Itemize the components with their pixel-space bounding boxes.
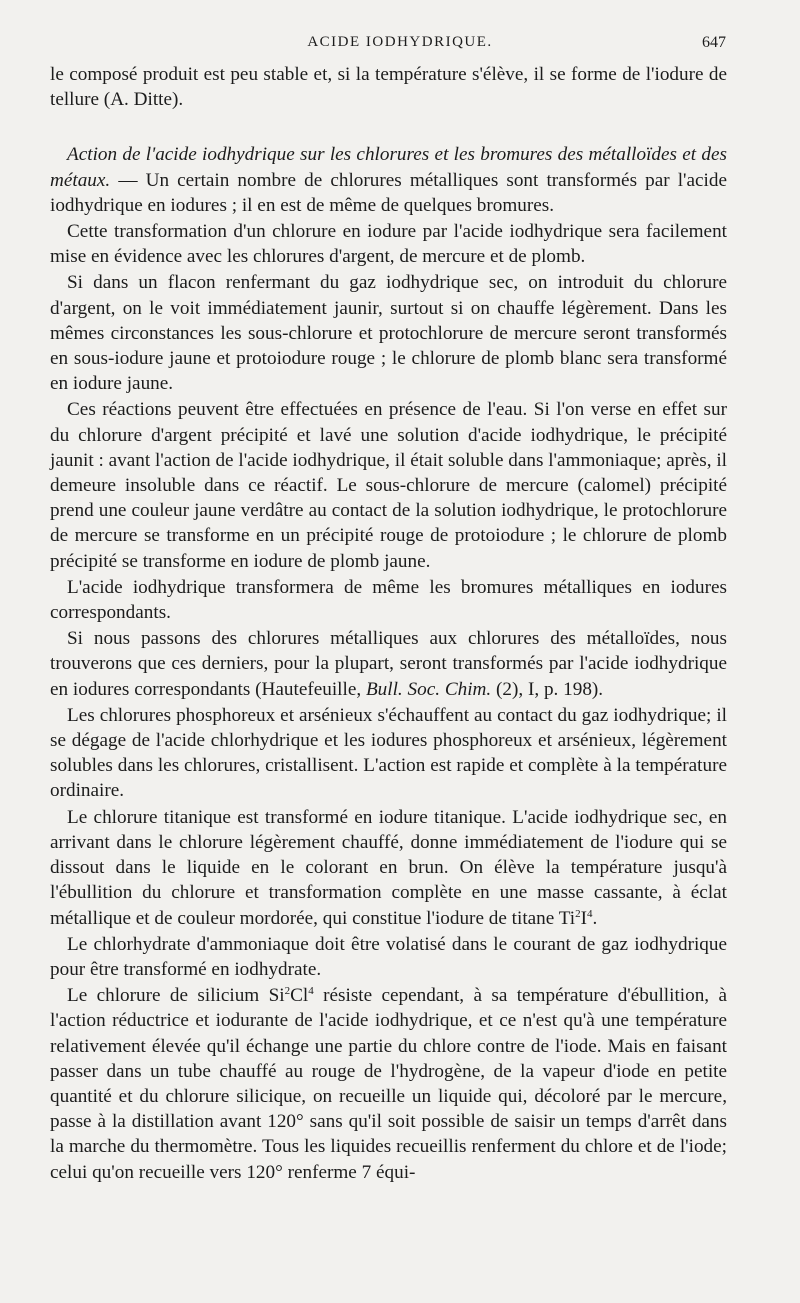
paragraph	[50, 270, 727, 396]
paragraph-text: le composé produit est peu stable et, si la température s'élève, il se forme de l'iodure de tellure (A. Ditte).	[50, 64, 727, 111]
citation-details: (2), I, p. 198).	[491, 678, 604, 700]
paragraph-text: Le chlorhydrate d'ammoniaque doit être volatisé dans le courant de gaz iodhydrique pour être transformé en iodhydrate.	[50, 933, 727, 980]
section-paragraph	[50, 142, 727, 218]
formula-subscript: 2	[284, 985, 291, 998]
paragraph	[50, 626, 727, 702]
paragraph-text: Ces réactions peuvent être effectuées en présence de l'eau. Si l'on verse en effet sur du chlorure d'argent précipité et lavé une solution d'acide iodhydrique, le précipité jaunit : avant l'action de l'acide iodhydrique, il était soluble dans l'ammoniaque; après, il demeure insoluble dans ce réactif. Le sous-chlorure de mercure (calomel) précipité prend une couleur jaune verdâtre au contact de la solution iodhydrique, le protochlorure de mercure se transforme en un précipité rouge de protoiodure ; le chlorure de plomb précipité se transforme en iodure de plomb jaune.	[50, 399, 727, 572]
formula-subscript: 4	[587, 907, 593, 920]
formula-element: Cl	[290, 985, 309, 1007]
paragraph-text: L'acide iodhydrique transformera de même les bromures métalliques en iodures correspondants.	[50, 576, 727, 624]
paragraph-text: .	[592, 907, 598, 929]
paragraph	[50, 575, 727, 625]
paragraph-text: Si nous passons des chlorures métalliques aux chlorures des métalloïdes, nous trouverons que ces derniers, pour la plupart, seront transformés par l'acide iodhydrique en iodures correspondants (Hautefeuille,	[50, 628, 727, 700]
page-number: 647	[702, 34, 726, 51]
formula-subscript: 2	[575, 907, 581, 920]
section-heading: Action de l'acide iodhydrique sur les chlorures et les bromures des métalloïdes et des métaux.	[50, 144, 727, 191]
paragraph-text: Les chlorures phosphoreux et arsénieux s'échauffent au contact du gaz iodhydrique; il se dégage de l'acide chlorhydrique et les iodures phosphoreux et arsénieux, légèrement solubles dans les chlorures, cristallisent. L'action est rapide et complète à la température ordinaire.	[50, 704, 727, 802]
paragraph	[50, 397, 727, 573]
formula-element: Ti	[558, 907, 576, 929]
paragraph-text: Si dans un flacon renfermant du gaz iodhydrique sec, on introduit du chlorure d'argent, on le voit immédiatement jaunir, surtout si on chauffe légèrement. Dans les mêmes circonstances les sous-chlorure et protochlorure de mercure seront transformés en sous-iodure jaune et protoiodure rouge ; le chlorure de plomb blanc sera transformé en iodure jaune.	[50, 272, 727, 395]
paragraph	[50, 932, 727, 982]
citation-journal: Bull. Soc. Chim.	[365, 678, 492, 700]
paragraph-continuation	[50, 62, 727, 112]
running-title: ACIDE IODHYDRIQUE.	[307, 34, 493, 50]
paragraph-text: Cette transformation d'un chlorure en iodure par l'acide iodhydrique sera facilement mise en évidence avec les chlorures d'argent, de mercure et de plomb.	[50, 221, 727, 268]
paragraph	[50, 703, 727, 804]
formula-element: I	[580, 907, 588, 929]
paragraph	[50, 983, 727, 1185]
body-text	[50, 62, 727, 1185]
paragraph	[50, 805, 727, 931]
paragraph-text: Le chlorure titanique est transformé en iodure titanique. L'acide iodhydrique sec, en arrivant dans le chlorure légèrement chauffé, donne immédiatement de l'iodure qui se dissout dans le liquide en le colorant en brun. On élève la température jusqu'à l'ébullition du chlorure et transformation complète en une masse cassante, à éclat métallique et de couleur mordorée, qui constitue l'iodure de titane	[50, 806, 727, 929]
chemical-formula	[559, 908, 593, 929]
paragraph	[50, 219, 727, 269]
page-header	[0, 34, 800, 56]
paragraph-text: résiste cependant, à sa température d'ébullition, à l'action réductrice et iodurante de l'acide iodhydrique, et ce n'est qu'à une température relativement élevée qu'il échange une partie du chlore contre de l'iode. Mais en faisant passer dans un tube chauffé au rouge de l'hydrogène, de la vapeur d'iode en petite quantité et du chlorure silicique, on recueille un liquide qui, décoloré par le mercure, passe à la distillation avant 120° sans qu'il soit possible de saisir un temps d'arrêt dans la marche du thermomètre. Tous les liquides recueillis renferment du chlore et de l'iode; celui qu'on recueille vers 120° renferme 7 équi-	[50, 985, 727, 1183]
formula-subscript: 4	[308, 985, 314, 998]
paragraph-text: — Un certain nombre de chlorures métalliques sont transformés par l'acide iodhydrique en iodures ; il en est de même de quelques bromures.	[50, 169, 727, 216]
paragraph-text: Le chlorure de silicium Si	[67, 985, 285, 1007]
